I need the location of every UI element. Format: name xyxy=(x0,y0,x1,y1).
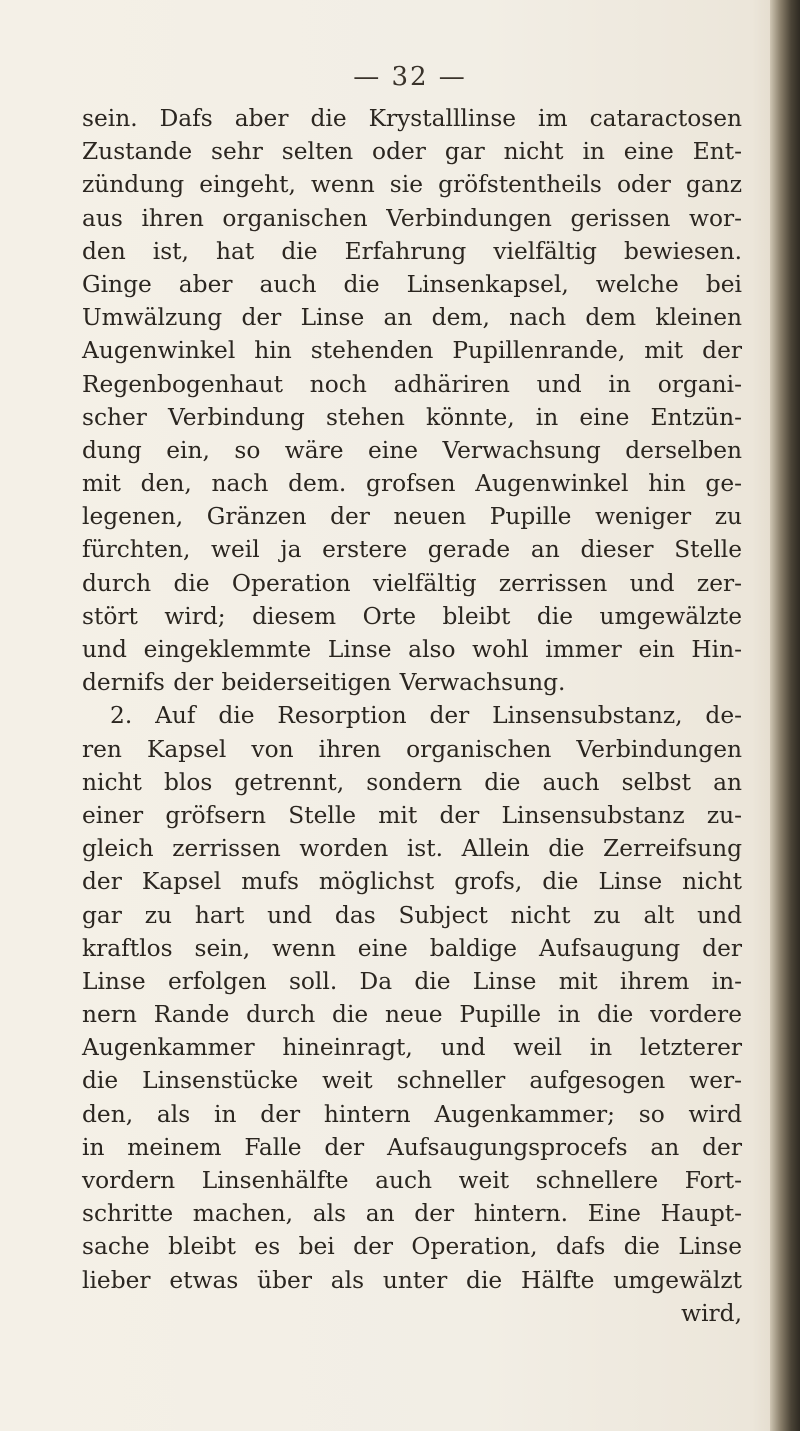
text-line: ren Kapsel von ihren organischen Verbindungen xyxy=(82,735,742,763)
text-line: vordern Linsenhälfte auch weit schnellere Fort- xyxy=(82,1167,742,1194)
text-line: nicht blos getrennt, sondern die auch selbst an xyxy=(82,768,742,796)
text-line: 2. Auf die Resorption der Linsensubstanz, de- xyxy=(110,702,742,730)
text-line: durch die Operation vielfältig zerrissen und zer- xyxy=(82,569,742,597)
text-line: gleich zerrissen worden ist. Allein die Zerreifsung xyxy=(82,835,742,863)
text-line: in meinem Falle der Aufsaugungsprocefs an der xyxy=(82,1133,742,1161)
text-line: aus ihren organischen Verbindungen gerissen wor- xyxy=(82,204,742,232)
text-line: Zustande sehr selten oder gar nicht in eine Ent- xyxy=(82,138,742,166)
page-number: — 32 — xyxy=(353,62,467,92)
text-line: lieber etwas über als unter die Hälfte umgewälzt xyxy=(82,1266,742,1294)
text-line: dung ein, so wäre eine Verwachsung derselben xyxy=(82,436,742,464)
text-line: Ginge aber auch die Linsenkapsel, welche bei xyxy=(82,270,742,298)
text-line: sache bleibt es bei der Operation, dafs die Linse xyxy=(82,1233,742,1261)
text-line: legenen, Gränzen der neuen Pupille weniger zu xyxy=(82,503,742,531)
body-text xyxy=(82,102,742,1330)
text-line: schritte machen, als an der hintern. Eine Haupt- xyxy=(82,1200,742,1228)
text-line: der Kapsel mufs möglichst grofs, die Linse nicht xyxy=(82,868,742,896)
text-line: sein. Dafs aber die Krystalllinse im cataractosen xyxy=(82,105,742,132)
text-line: den, als in der hintern Augenkammer; so wird xyxy=(82,1100,742,1128)
text-line: gar zu hart und das Subject nicht zu alt und xyxy=(82,901,742,929)
text-line: scher Verbindung stehen könnte, in eine Entzün- xyxy=(82,403,742,431)
binding-edge xyxy=(770,0,800,1431)
text-line: Linse erfolgen soll. Da die Linse mit ihrem in- xyxy=(82,967,742,995)
text-line: stört wird; diesem Orte bleibt die umgewälzte xyxy=(82,602,742,630)
text-line: dernifs der beiderseitigen Verwachsung. xyxy=(82,669,566,697)
text-line: Augenkammer hineinragt, und weil in letzterer xyxy=(82,1034,742,1062)
text-line: einer gröfsern Stelle mit der Linsensubstanz zu- xyxy=(82,801,742,829)
text-line: mit den, nach dem. grofsen Augenwinkel hin ge- xyxy=(82,470,742,498)
text-line: nern Rande durch die neue Pupille in die vordere xyxy=(82,1001,742,1029)
text-line: Augenwinkel hin stehenden Pupillenrande, mit der xyxy=(82,337,742,365)
text-line: und eingeklemmte Linse also wohl immer ein Hin- xyxy=(82,636,742,663)
text-line: kraftlos sein, wenn eine baldige Aufsaugung der xyxy=(82,934,742,962)
text-line: die Linsenstücke weit schneller aufgesogen wer- xyxy=(82,1067,742,1095)
text-line: den ist, hat die Erfahrung vielfältig bewiesen. xyxy=(82,237,742,265)
text-line: Regenbogenhaut noch adhäriren und in organi- xyxy=(82,370,742,398)
text-line: Umwälzung der Linse an dem, nach dem kleinen xyxy=(82,304,742,332)
catchword: wird, xyxy=(681,1299,742,1327)
text-line: zündung eingeht, wenn sie gröfstentheils oder ganz xyxy=(82,171,742,199)
text-line: fürchten, weil ja erstere gerade an dieser Stelle xyxy=(82,536,742,564)
